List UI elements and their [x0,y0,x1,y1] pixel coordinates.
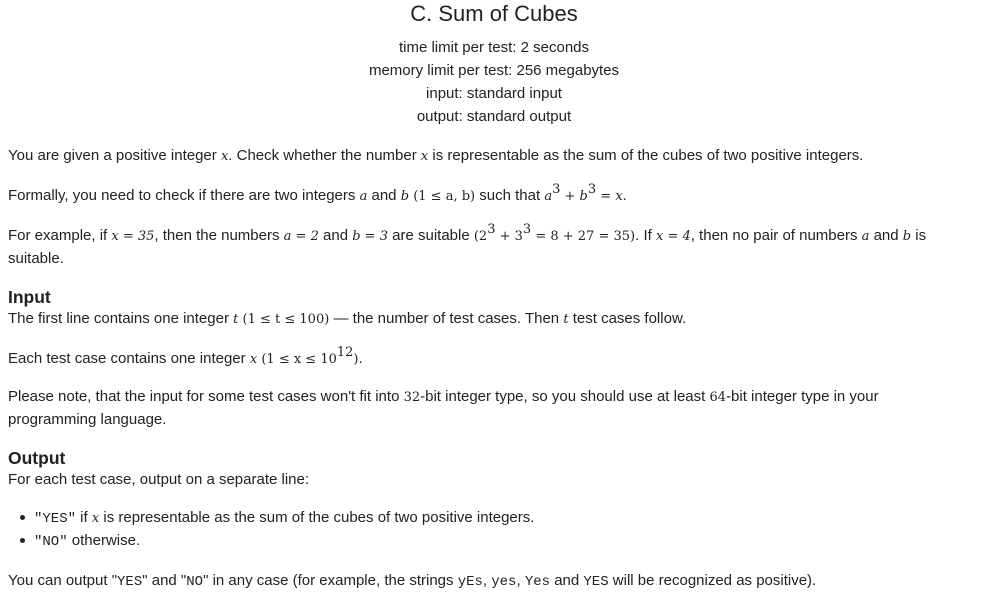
statement-paragraph-2: Formally, you need to check if there are two integers a and b (1 ≤ a, b) such that $a^3 + b^3 = x$. [8,182,627,204]
problem-title: C. Sum of Cubes [410,1,578,26]
list-item: "NO" otherwise. [20,531,140,552]
input-line-1: The first line contains one integer t (1 ≤ t ≤ 100) — the number of test cases. Then t test cases follow. [8,310,687,327]
output-line-1: For each test case, output on a separate line: [8,471,310,488]
input-heading: Input [8,287,51,307]
input-line-3: Please note, that the input for some test cases won't fit into 32-bit integer type, so you should use at least 64-bit integer type in your programming language. [8,388,879,428]
output-file: output: standard output [416,108,572,125]
list-item: "YES" if x is representable as the sum of the cubes of two positive integers. [20,508,534,529]
output-heading: Output [8,448,66,468]
bullet-icon [20,538,25,543]
statement-paragraph-1: You are given a positive integer x. Check whether the number x is representable as the sum of the cubes of two positive integers. [8,147,864,164]
input-file: input: standard input [426,85,562,102]
output-line-2: You can output "YES" and "NO" in any case (for example, the strings yEs, yes, Yes and YES will be recognized as positive). [8,572,817,590]
memory-limit: memory limit per test: 256 megabytes [368,62,620,79]
input-line-2: Each test case contains one integer x $(1 \le x \le 10^{12})$. [8,345,363,367]
time-limit: time limit per test: 2 seconds [398,39,590,56]
bullet-icon [20,515,25,520]
statement-paragraph-3: For example, if x = 35, then the numbers a = 2 and b = 3 are suitable $(2^3 + 3^3 = 8 + 27 = 35)$. If x = 4, then no pair of numbers a and b is suitable. [8,222,927,267]
